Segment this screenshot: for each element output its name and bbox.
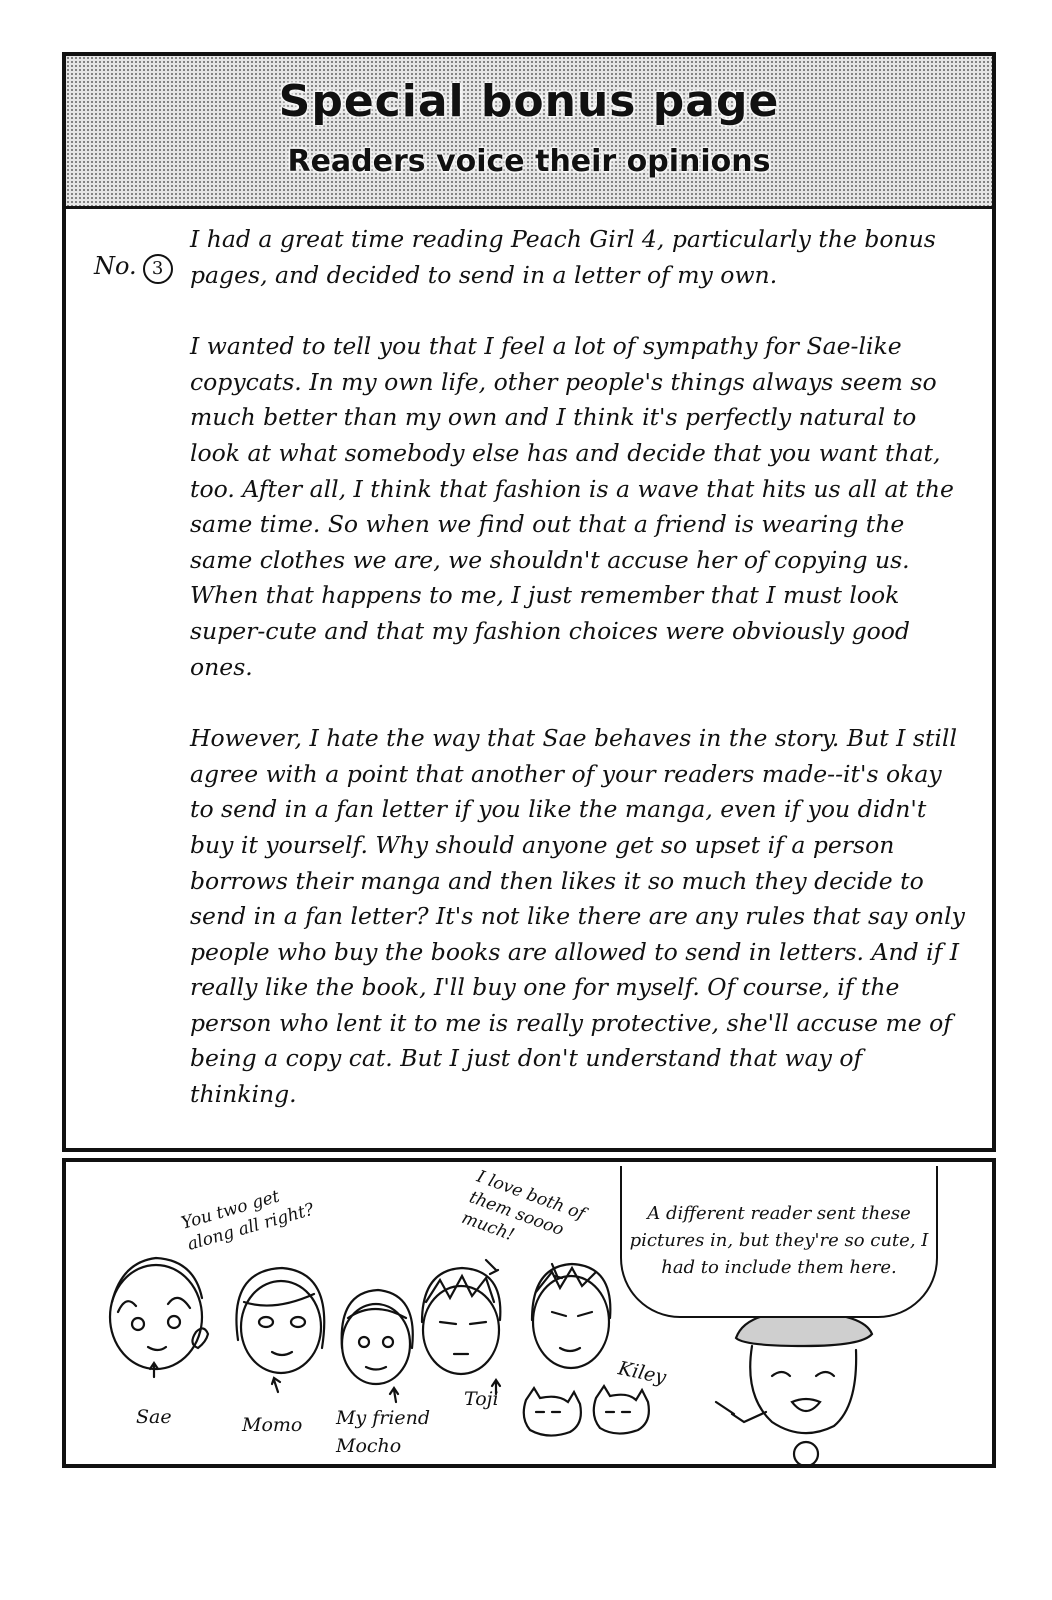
page-title: Special bonus page: [278, 76, 780, 127]
sae-sketch-icon: [110, 1258, 208, 1377]
kiley-sketch-icon: [532, 1264, 610, 1368]
mocho-sketch-icon: [342, 1290, 413, 1402]
note-right: I love both of them soooo much!: [458, 1166, 588, 1246]
toji-sketch-icon: [422, 1260, 500, 1394]
cat-sketch-icon: [524, 1386, 649, 1436]
label-momo: Momo: [242, 1414, 303, 1436]
balloon-text: A different reader sent these pictures in, but they're so cute, I had to include them here.: [629, 1203, 929, 1278]
label-kiley: Kiley: [616, 1357, 669, 1389]
letter-paragraph-2: I wanted to tell you that I feel a lot of sympathy for Sae-like copycats. In my own life, other people's things always seem so much better than my own and I think it's perfectly natural to look at what somebody else has and decide that you want that, too. After all, I think that fashion is a wave that hits us all at the same time. So when we find out that a friend is wearing the same clothes we are, we shouldn't accuse her of copying us. When that happens to me, I just remember that I must look super-cute and that my fashion choices were obviously good ones.: [190, 332, 954, 681]
letter-number-circle: 3: [143, 254, 173, 284]
letter-paragraph-3: However, I hate the way that Sae behaves in the story. But I still agree with a point that another of your readers made--it's okay to send in a fan letter if you like the manga, even if you didn't buy it yourself. Why should anyone get so upset if a person borrows their manga and then likes it so much they decide to send in a fan letter? It's not like there are any rules that say only people who buy the books are allowed to send in letters. And if I really like the book, I'll buy one for myself. Of course, if the person who lent it to me is really protective, she'll accuse me of being a copy cat. But I just don't understand that way of thinking.: [190, 724, 965, 1109]
letter-number: [94, 252, 173, 284]
momo-sketch-icon: [236, 1268, 324, 1392]
label-toji: Toji: [464, 1388, 499, 1410]
note-left: You two get along all right?: [179, 1186, 317, 1255]
label-sae: Sae: [136, 1406, 172, 1428]
label-friend: My friend Mocho: [336, 1407, 431, 1457]
speech-balloon: [620, 1166, 938, 1318]
letter-body: [190, 222, 970, 1149]
letter-number-label: No.: [94, 252, 137, 280]
letter-paragraph-1: I had a great time reading Peach Girl 4, particularly the bonus pages, and decided to send in a letter of my own.: [190, 225, 936, 289]
header-banner: [66, 56, 992, 209]
drawing-panel: [62, 1158, 996, 1468]
letter-panel: [62, 52, 996, 1152]
page-subtitle: Readers voice their opinions: [287, 144, 771, 179]
